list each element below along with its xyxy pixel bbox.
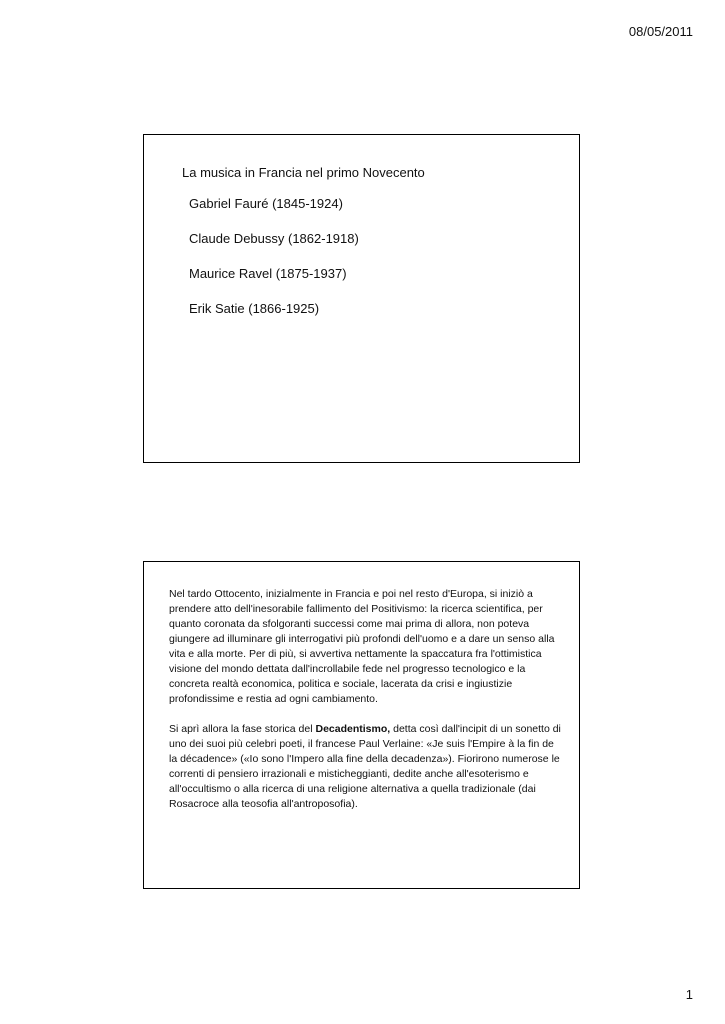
header-date: 08/05/2011 [628, 24, 693, 39]
decadentismo-term: Decadentismo, [315, 723, 391, 735]
paragraph-decadentismo-rest: detta così dall'incipit di un sonetto di uno dei suoi più celebri poeti, il francese Paul Verlaine: «Je suis l'Empire à la fin de la décadence» («Io sono l'Impero alla fine della decadenza»). Fiorirono numerose le correnti di pensiero irrazionali e misticheggianti, dedite anche all'esoterismo e all'occultismo o alla ricerca di una religione alternativa a quella tradizionale (dai Rosacroce alla teosofia all'antroposofia). [169, 723, 561, 810]
slide-body [169, 587, 564, 827]
page-number: 1 [685, 987, 693, 1002]
composer-item-faure: Gabriel Fauré (1845-1924) [189, 196, 343, 211]
slide-2 [143, 561, 580, 889]
composer-item-debussy: Claude Debussy (1862-1918) [189, 231, 359, 246]
slide-1 [143, 134, 580, 463]
composer-list [189, 196, 359, 336]
composer-item-satie: Erik Satie (1866-1925) [189, 301, 320, 316]
composer-item-ravel: Maurice Ravel (1875-1937) [189, 266, 347, 281]
paragraph-decadentismo [169, 722, 564, 812]
paragraph-decadentismo-intro: Si aprì allora la fase storica del [169, 723, 316, 735]
slide-title: La musica in Francia nel primo Novecento [182, 165, 425, 180]
paragraph-positivismo: Nel tardo Ottocento, inizialmente in Francia e poi nel resto d'Europa, si iniziò a prendere atto dell'inesorabile fallimento del Positivismo: la ricerca scientifica, per quanto coronata da sfolgoranti successi come mai prima di allora, non poteva giungere ad illuminare gli interrogativi più profondi dell'uomo e a dare un senso alla vita e alla morte. Per di più, si avvertiva nettamente la spaccatura fra l'ottimistica visione del mondo dettata dall'incrollabile fede nel progresso tecnologico e la concreta realtà economica, politica e sociale, lacerata da crisi e ingiustizie profondissime e restia ad ogni cambiamento. [169, 588, 555, 705]
